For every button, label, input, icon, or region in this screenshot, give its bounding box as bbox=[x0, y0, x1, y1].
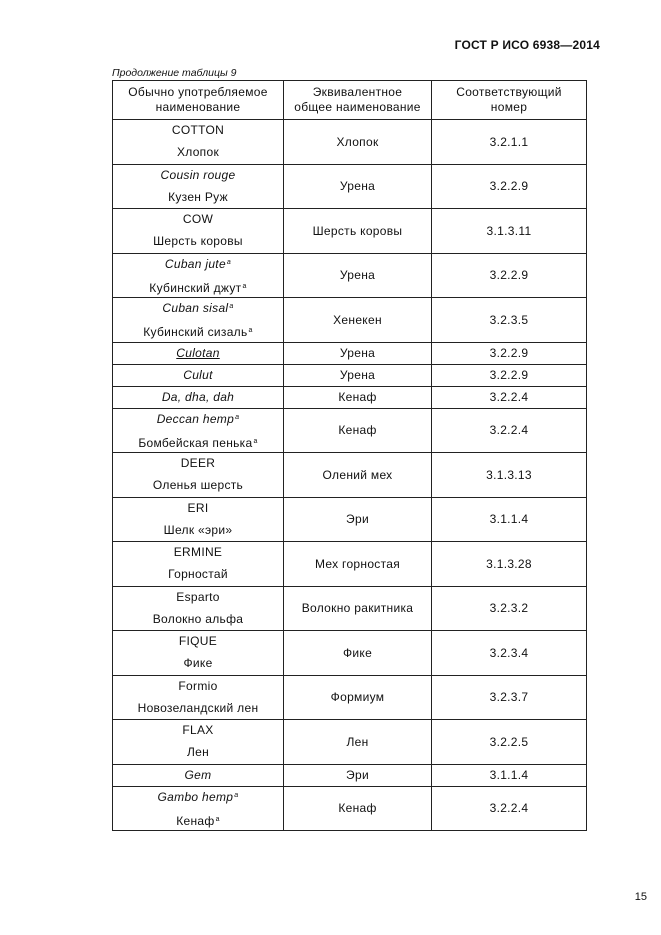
section-number-cell: 3.2.2.4 bbox=[432, 386, 587, 408]
russian-name-text: Волокно альфа bbox=[152, 611, 244, 626]
russian-name-text: Новозеландский лен bbox=[137, 700, 259, 715]
common-name-cell bbox=[113, 164, 284, 209]
table-row bbox=[113, 209, 587, 254]
common-name-text: Da, dha, dah bbox=[161, 389, 235, 404]
table-row bbox=[113, 453, 587, 498]
common-name-cell bbox=[113, 631, 284, 676]
common-name-text: Gambo hemp bbox=[157, 789, 234, 804]
equivalent-name-cell: Эри bbox=[284, 497, 432, 542]
russian-name-text: Хлопок bbox=[176, 145, 220, 160]
equivalent-name-cell: Лен bbox=[284, 720, 432, 765]
common-name-text: Cuban sisal bbox=[162, 301, 229, 316]
section-number-cell: 3.2.2.4 bbox=[432, 786, 587, 831]
russian-name-text: Фике bbox=[183, 656, 213, 671]
table-row bbox=[113, 253, 587, 298]
common-name bbox=[115, 679, 281, 694]
russian-name bbox=[115, 656, 281, 671]
table-row bbox=[113, 720, 587, 765]
russian-name-text: Шерсть коровы bbox=[153, 234, 243, 249]
section-number-cell: 3.1.3.13 bbox=[432, 453, 587, 498]
common-name-cell bbox=[113, 342, 284, 364]
common-name-cell bbox=[113, 586, 284, 631]
section-number-cell: 3.1.3.28 bbox=[432, 542, 587, 587]
common-name bbox=[115, 788, 281, 805]
russian-name bbox=[115, 190, 281, 205]
common-name bbox=[115, 346, 281, 361]
section-number-cell: 3.2.3.4 bbox=[432, 631, 587, 676]
common-name-text: Gem bbox=[184, 767, 212, 782]
russian-name-text: Кубинский джут bbox=[149, 280, 242, 295]
common-name bbox=[115, 545, 281, 560]
column-header-line: общее наименование bbox=[294, 100, 421, 114]
column-header bbox=[432, 81, 587, 120]
equivalent-name-cell: Хлопок bbox=[284, 120, 432, 165]
footnote-marker: a bbox=[234, 791, 239, 799]
footnote-marker: a bbox=[242, 282, 247, 290]
table-row bbox=[113, 298, 587, 343]
table-row bbox=[113, 364, 587, 386]
section-number-cell: 3.2.2.4 bbox=[432, 408, 587, 453]
common-name-text: Cousin rouge bbox=[160, 167, 236, 182]
standard-header: ГОСТ Р ИСО 6938—2014 bbox=[454, 38, 600, 52]
russian-name bbox=[115, 323, 281, 340]
footnote-marker: a bbox=[229, 303, 234, 311]
section-number-cell: 3.2.2.5 bbox=[432, 720, 587, 765]
section-number-cell: 3.2.2.9 bbox=[432, 253, 587, 298]
equivalent-name-cell: Формиум bbox=[284, 675, 432, 720]
equivalent-name-cell: Хенекен bbox=[284, 298, 432, 343]
table-row bbox=[113, 497, 587, 542]
common-name-text: Cuban jute bbox=[164, 256, 226, 271]
common-name-cell bbox=[113, 497, 284, 542]
section-number-cell: 3.1.1.4 bbox=[432, 497, 587, 542]
russian-name bbox=[115, 434, 281, 451]
russian-name bbox=[115, 279, 281, 296]
common-name-text: COW bbox=[182, 212, 214, 227]
column-header-line: наименование bbox=[155, 100, 241, 114]
table-header bbox=[113, 81, 587, 120]
table-row bbox=[113, 764, 587, 786]
section-number-cell: 3.2.3.2 bbox=[432, 586, 587, 631]
russian-name-text: Шелк «эри» bbox=[163, 522, 233, 537]
footnote-marker: a bbox=[253, 437, 258, 445]
footnote-marker: a bbox=[215, 815, 220, 823]
common-name-cell bbox=[113, 408, 284, 453]
equivalent-name-cell: Урена bbox=[284, 164, 432, 209]
russian-name bbox=[115, 567, 281, 582]
equivalent-name-cell: Фике bbox=[284, 631, 432, 676]
common-name-text: COTTON bbox=[171, 123, 225, 138]
column-header-line: Эквивалентное bbox=[312, 85, 403, 99]
common-name bbox=[115, 168, 281, 183]
russian-name-text: Оленья шерсть bbox=[152, 478, 244, 493]
russian-name bbox=[115, 234, 281, 249]
common-name-cell bbox=[113, 209, 284, 254]
russian-name bbox=[115, 701, 281, 716]
common-name bbox=[115, 123, 281, 138]
table-row bbox=[113, 120, 587, 165]
common-name bbox=[115, 390, 281, 405]
equivalent-name-cell: Кенаф bbox=[284, 408, 432, 453]
section-number-cell: 3.2.3.7 bbox=[432, 675, 587, 720]
common-name-cell bbox=[113, 298, 284, 343]
equivalent-name-cell: Шерсть коровы bbox=[284, 209, 432, 254]
equivalent-name-cell: Урена bbox=[284, 342, 432, 364]
common-name-text: Formio bbox=[178, 678, 218, 693]
column-header-line: номер bbox=[490, 100, 528, 114]
russian-name bbox=[115, 745, 281, 760]
equivalent-name-cell: Олений мех bbox=[284, 453, 432, 498]
section-number-cell: 3.2.1.1 bbox=[432, 120, 587, 165]
table-row bbox=[113, 164, 587, 209]
common-name bbox=[115, 456, 281, 471]
table-row bbox=[113, 342, 587, 364]
common-name-cell bbox=[113, 764, 284, 786]
column-header-line: Обычно употребляемое bbox=[128, 85, 268, 99]
common-name bbox=[115, 501, 281, 516]
common-name-text: ERMINE bbox=[173, 545, 223, 560]
common-name bbox=[115, 768, 281, 783]
section-number-cell: 3.1.1.4 bbox=[432, 764, 587, 786]
section-number-cell: 3.2.3.5 bbox=[432, 298, 587, 343]
common-name-text: FIQUE bbox=[178, 634, 218, 649]
russian-name-text: Горностай bbox=[168, 567, 228, 582]
common-name-text: Deccan hemp bbox=[156, 411, 235, 426]
common-name-cell bbox=[113, 120, 284, 165]
common-name bbox=[115, 410, 281, 427]
table-row bbox=[113, 386, 587, 408]
footnote-marker: a bbox=[235, 413, 240, 421]
common-name-text: ERI bbox=[187, 500, 209, 515]
common-name-cell bbox=[113, 386, 284, 408]
common-name-cell bbox=[113, 675, 284, 720]
section-number-cell: 3.2.2.9 bbox=[432, 364, 587, 386]
common-name-text: Esparto bbox=[176, 589, 220, 604]
russian-name-text: Кенаф bbox=[176, 813, 215, 828]
common-name-text: FLAX bbox=[182, 723, 214, 738]
fiber-names-table bbox=[112, 80, 587, 831]
column-header bbox=[113, 81, 284, 120]
table-row bbox=[113, 631, 587, 676]
common-name bbox=[115, 723, 281, 738]
equivalent-name-cell: Урена bbox=[284, 364, 432, 386]
column-header-line: Соответствующий bbox=[456, 85, 562, 99]
footnote-marker: a bbox=[248, 327, 253, 335]
table-row bbox=[113, 542, 587, 587]
table-row bbox=[113, 786, 587, 831]
russian-name bbox=[115, 145, 281, 160]
section-number-cell: 3.2.2.9 bbox=[432, 342, 587, 364]
table-row bbox=[113, 586, 587, 631]
common-name-cell bbox=[113, 253, 284, 298]
footnote-marker: a bbox=[226, 258, 232, 266]
common-name-text: Culut bbox=[183, 367, 213, 382]
common-name bbox=[115, 368, 281, 383]
equivalent-name-cell: Кенаф bbox=[284, 786, 432, 831]
table-caption: Продолжение таблицы 9 bbox=[112, 67, 237, 79]
common-name bbox=[115, 634, 281, 649]
header-row bbox=[113, 81, 587, 120]
table-row bbox=[113, 675, 587, 720]
russian-name bbox=[115, 478, 281, 493]
russian-name bbox=[115, 812, 281, 829]
russian-name-text: Кузен Руж bbox=[168, 189, 228, 204]
common-name-cell bbox=[113, 453, 284, 498]
common-name bbox=[115, 299, 281, 316]
column-header bbox=[284, 81, 432, 120]
russian-name-text: Бомбейская пенька bbox=[138, 435, 253, 450]
equivalent-name-cell: Кенаф bbox=[284, 386, 432, 408]
equivalent-name-cell: Урена bbox=[284, 253, 432, 298]
equivalent-name-cell: Эри bbox=[284, 764, 432, 786]
section-number-cell: 3.2.2.9 bbox=[432, 164, 587, 209]
common-name-cell bbox=[113, 720, 284, 765]
equivalent-name-cell: Мех горностая bbox=[284, 542, 432, 587]
common-name bbox=[115, 212, 281, 227]
table-row bbox=[113, 408, 587, 453]
page-number: 15 bbox=[634, 891, 647, 903]
common-name-text: DEER bbox=[180, 456, 216, 471]
russian-name bbox=[115, 612, 281, 627]
section-number-cell: 3.1.3.11 bbox=[432, 209, 587, 254]
russian-name-text: Лен bbox=[186, 745, 210, 760]
russian-name bbox=[115, 523, 281, 538]
table-body bbox=[113, 120, 587, 831]
russian-name-text: Кубинский сизаль bbox=[143, 325, 248, 340]
common-name-cell bbox=[113, 364, 284, 386]
common-name-text: Culotan bbox=[176, 345, 220, 360]
equivalent-name-cell: Волокно ракитника bbox=[284, 586, 432, 631]
common-name bbox=[115, 255, 281, 272]
common-name-cell bbox=[113, 786, 284, 831]
common-name bbox=[115, 590, 281, 605]
common-name-cell bbox=[113, 542, 284, 587]
